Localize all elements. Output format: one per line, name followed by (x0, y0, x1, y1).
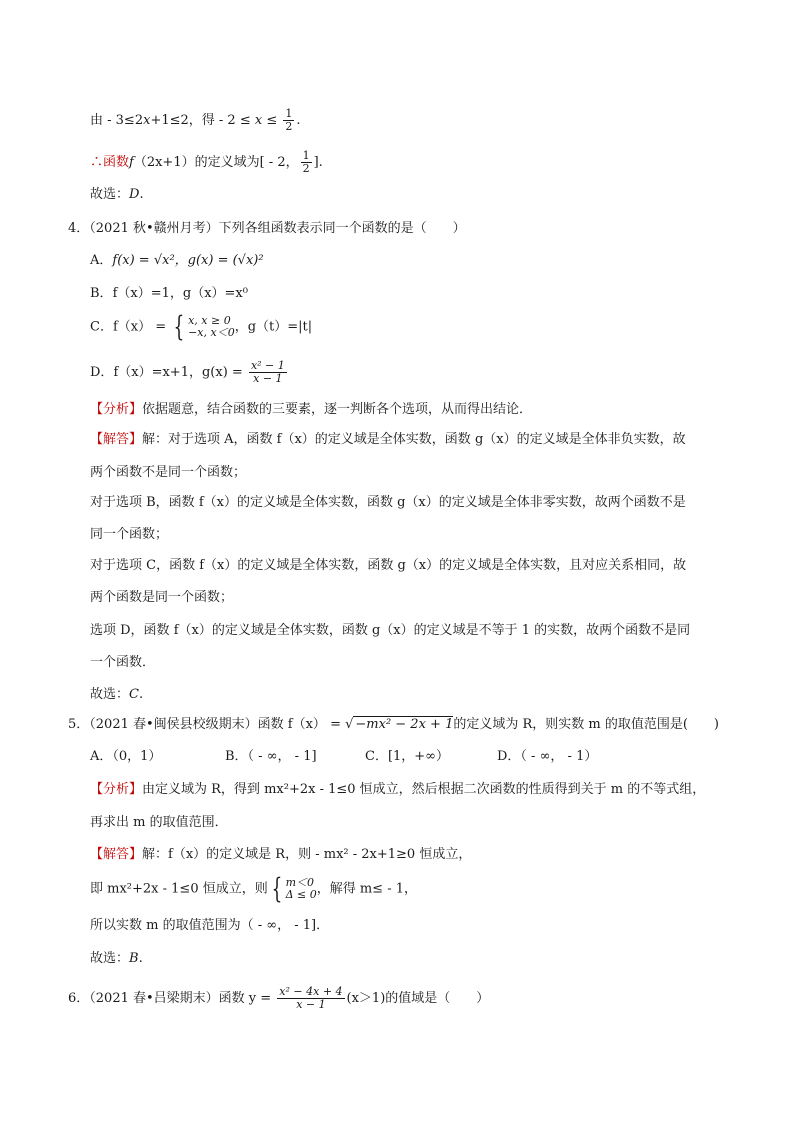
question-4-solution-line: 两个函数不是同一个函数； (90, 465, 247, 480)
question-5-option-c: C．[1，+∞） (365, 749, 450, 764)
question-5-solution-line: 所以实数 m 的取值范围为（ - ∞， - 1]． (90, 918, 330, 933)
question-4-solution-line: 选项 D，函数 f（x）的定义域是全体实数，函数 g（x）的定义域是不等于 1 的实数，故两个函数不是同 (90, 623, 691, 638)
question-4-solution-line: 两个函数是同一个函数； (90, 590, 234, 605)
piecewise-brace: { x, x ≥ 0 −x, x＜0 (173, 310, 235, 343)
question-4-stem: 4．（2021 秋•赣州月考）下列各组函数表示同一个函数的是（ ） (68, 221, 466, 236)
question-5-stem: 5．（2021 春•闽侯县校级期末）函数 f（x） = √ −mx² − 2x + 1的定义域为 R，则实数 m 的取值范围是( ) (68, 717, 719, 732)
question-4-option-c: C．f（x） = { x, x ≥ 0 −x, x＜0 ，g（t）=|t| (90, 310, 313, 343)
derivation-line: 由 - 3≤2x+1≤2，得 - 2 ≤ x ≤ $\frac{1}{2}$ . (90, 107, 301, 133)
question-5-answer: 故选：B. (90, 951, 143, 966)
question-5-solution-line: 【解答】解：f（x）的定义域是 R，则 - mx² - 2x+1≥0 恒成立， (90, 847, 472, 862)
question-5-option-d: D．（ - ∞， - 1） (497, 749, 598, 764)
question-4-solution-line: 【解答】解：对于选项 A，函数 f（x）的定义域是全体实数，函数 g（x）的定义域是全体非负实数，故 (90, 432, 686, 447)
question-4-solution-line: 一个函数． (90, 655, 156, 670)
domain-conclusion: ∴函数f（2x+1）的定义域为[ - 2， $\frac{1}{2}$ ]. (90, 149, 323, 175)
question-4-solution-line: 对于选项 C，函数 f（x）的定义域是全体实数，函数 g（x）的定义域是全体实数，且对应关系相同，故 (90, 558, 687, 573)
fraction: $\frac{\text{x² − 4x + 4}}{x - 1}$ (279, 985, 343, 1011)
question-6-stem: 6．（2021 春•吕梁期末）函数 y = $\frac{\text{x² − 4x + 4}}{x - 1}$ (x＞1)的值域是（ ） (68, 985, 490, 1011)
question-5-option-b: B．（ - ∞， - 1] (225, 749, 317, 764)
answer-line: 故选：D. (90, 187, 144, 202)
fraction: $\frac{1}{2}$ (285, 107, 293, 133)
question-4-option-d: D．f（x）=x+1，g(x) = $\frac{\text{x² − 1}}{x - 1}$ (90, 359, 285, 385)
question-4-option-b: B．f（x）=1，g（x）=x⁰ (90, 286, 248, 301)
question-4-solution-line: 对于选项 B，函数 f（x）的定义域是全体实数，函数 g（x）的定义域是全体非零实数，故两个函数不是 (90, 495, 686, 510)
question-4-solution-line: 同一个函数； (90, 527, 169, 542)
condition-brace: { m＜0 Δ ≤ 0 (271, 872, 317, 905)
fraction: $\frac{1}{2}$ (302, 149, 310, 175)
question-4-answer: 故选：C. (90, 687, 144, 702)
question-4-option-a: A．f(x) = √x²，g(x) = (√x)² (90, 253, 264, 268)
question-4-analysis: 【分析】依据题意，结合函数的三要素，逐一判断各个选项，从而得出结论． (90, 402, 533, 417)
question-5-solution-line: 即 mx²+2x - 1≤0 恒成立，则 { m＜0 Δ ≤ 0 ，解得 m≤ - 1， (90, 872, 417, 905)
question-5-analysis: 【分析】由定义域为 R，得到 mx²+2x - 1≤0 恒成立，然后根据二次函数的性质得到关于 m 的不等式组， (90, 782, 706, 797)
question-5-option-a: A．（0，1） (90, 749, 162, 764)
question-5-analysis-line: 再求出 m 的取值范围． (90, 815, 228, 830)
sqrt-sign: √ (345, 717, 354, 732)
fraction: $\frac{\text{x² − 1}}{x - 1}$ (250, 359, 285, 385)
